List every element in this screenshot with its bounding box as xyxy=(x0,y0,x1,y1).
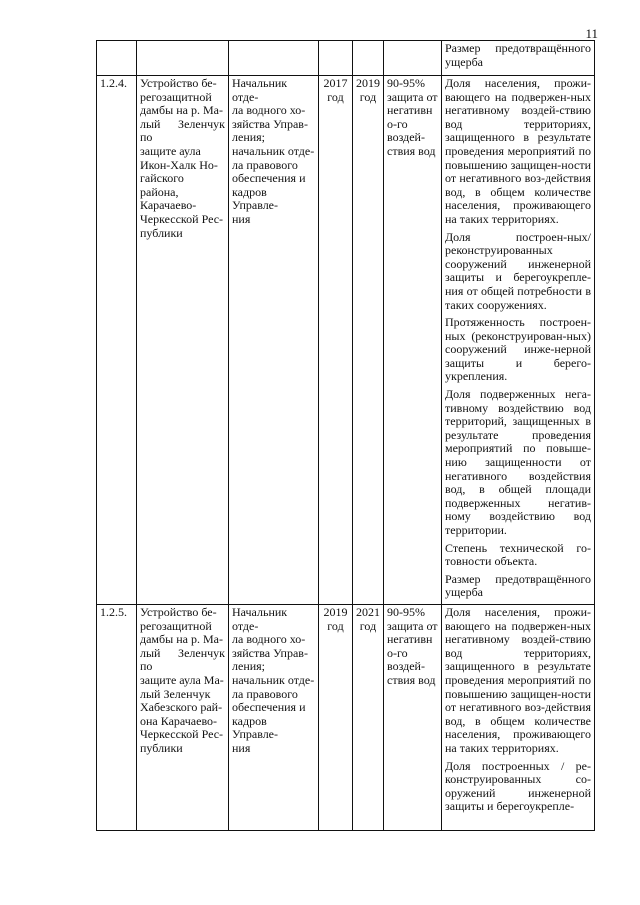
start-year: 2017 год xyxy=(319,76,353,605)
table-row-1-2-4 xyxy=(97,76,595,605)
indicator-text: Доля подверженных нега-тивному воздействию вод территорий, защищенных в результате проведения мероприятий по повыше-нию защищенности от негативного воздействия вод, в общей площади подверженных негатив-ному воздействию вод территории. xyxy=(445,387,591,537)
table-cell-indicator xyxy=(442,41,595,76)
indicator-text: Протяженность построен-ных (реконструирован-ных) сооружений инже-нерной защиты и берего-укрепления. xyxy=(445,315,591,384)
indicators-cell xyxy=(442,604,595,830)
table-cell-start-year xyxy=(319,41,353,76)
indicator-text: Доля построен-ных/реконструированных сооружений инженерной защиты и берегоукрепле-ния от общей потребности в таких сооружениях. xyxy=(445,229,591,312)
indicators-cell xyxy=(442,76,595,605)
indicator-text: Размер предотвращённого ущерба xyxy=(445,571,591,600)
table-cell-result xyxy=(384,41,442,76)
table-cell-end-year xyxy=(353,41,384,76)
indicator-text: Степень технической го-товности объекта. xyxy=(445,540,591,569)
measure-name: Устройство бе- регозащитной дамбы на р. Ма- лый Зеленчук по защите аула Ма- лый Зеленчук Хабезского рай- она Карачаево- Черкесской Рес- публики xyxy=(137,604,229,830)
table-cell-executor xyxy=(229,41,319,76)
expected-result: 90-95% защита от негативно-го воздей-ствия вод xyxy=(384,76,442,605)
measure-name: Устройство бе- регозащитной дамбы на р. Ма- лый Зеленчук по защите аула Икон-Халк Но- гайского района, Карачаево- Черкесской Рес- публики xyxy=(137,76,229,605)
row-number: 1.2.4. xyxy=(97,76,137,605)
table-cell-name xyxy=(137,41,229,76)
indicator-text: Доля построенных / ре-конструированных со-оружений инженерной защиты и берегоукрепле- xyxy=(445,758,591,814)
expected-result: 90-95% защита от негативно-го воздей-ствия вод xyxy=(384,604,442,830)
row-number: 1.2.5. xyxy=(97,604,137,830)
end-year: 2019 год xyxy=(353,76,384,605)
indicator-text: Доля населения, прожи-вающего на подвержен-ных негативному воздей-ствию вод территориях, защищенного в результате проведения мероприятий по повышению защищен-ности от негативного воз-действия вод, в общем количестве населения, проживающего на таких территориях. xyxy=(445,604,591,755)
indicator-text: Доля населения, прожи-вающего на подвержен-ных негативному воздей-ствию вод территориях, защищенного в результате проведения мероприятий по повышению защищен-ности от негативного воз-действия вод, в общем количестве населения, проживающего на таких территориях. xyxy=(445,76,591,226)
start-year: 2019 год xyxy=(319,604,353,830)
table-cell-number xyxy=(97,41,137,76)
responsible-executor: Начальник отде- ла водного хо- зяйства Управ- ления; начальник отде- ла правового обеспечения и кадров Управле- ния xyxy=(229,76,319,605)
indicator-text: Размер предотвращённого ущерба xyxy=(445,41,591,69)
measures-table xyxy=(96,40,595,831)
page-number: 11 xyxy=(585,26,598,41)
responsible-executor: Начальник отде- ла водного хо- зяйства Управ- ления; начальник отде- ла правового обеспечения и кадров Управле- ния xyxy=(229,604,319,830)
table-row-continuation xyxy=(97,41,595,76)
table-row-1-2-5 xyxy=(97,604,595,830)
end-year: 2021 год xyxy=(353,604,384,830)
